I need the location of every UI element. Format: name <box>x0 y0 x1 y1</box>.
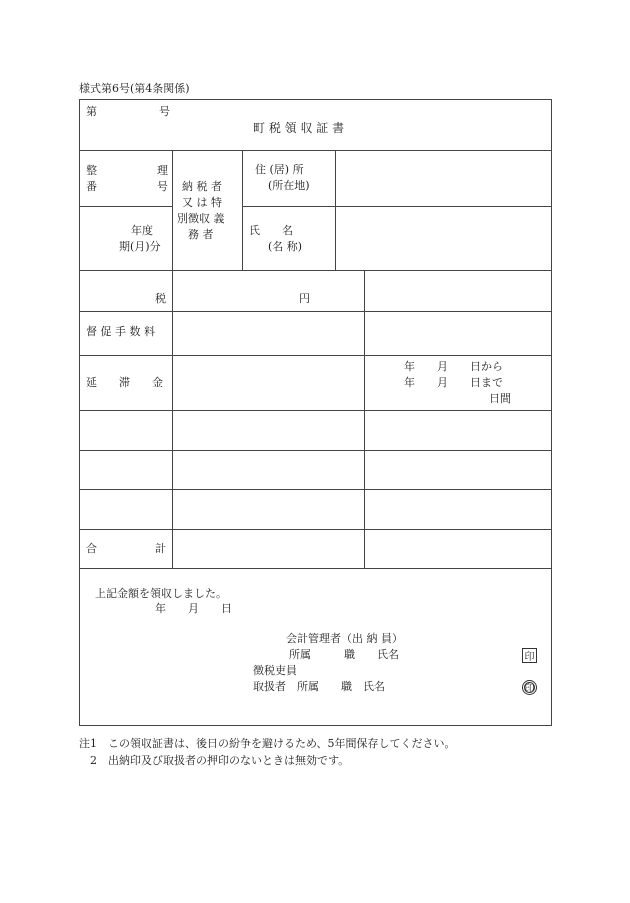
collector-label: 徴税吏員 <box>253 664 297 677</box>
rule <box>79 150 552 151</box>
rule <box>79 311 552 312</box>
period-to: 年 月 日まで <box>404 376 503 389</box>
number-prefix: 第 <box>86 105 97 118</box>
label-go: 号 <box>157 180 168 193</box>
rule <box>79 568 552 569</box>
tax-label: 税 <box>155 292 166 305</box>
total-label-left: 合 <box>86 542 97 555</box>
handler-seal-icon: 印 <box>522 680 537 695</box>
name-sub: (名 称) <box>268 240 303 253</box>
rule <box>335 150 336 270</box>
payer-label-1: 納 税 者 <box>182 180 222 193</box>
entai-label: 延 滞 金 <box>86 376 163 389</box>
payer-label-4: 務 者 <box>188 228 214 241</box>
rule <box>79 410 552 411</box>
border-bottom <box>79 725 552 726</box>
border-left <box>79 99 80 726</box>
rule <box>79 489 552 490</box>
label-ri: 理 <box>157 164 168 177</box>
rule <box>79 450 552 451</box>
rule <box>172 150 173 568</box>
number-suffix: 号 <box>159 105 170 118</box>
address-sub: (所在地) <box>268 179 310 192</box>
address-label: 住 (居) 所 <box>255 163 304 176</box>
border-top <box>79 99 552 100</box>
accountant-seal-icon: 印 <box>522 648 537 663</box>
period-days: 日間 <box>489 392 511 405</box>
rule <box>79 206 172 207</box>
period-from: 年 月 日から <box>404 360 503 373</box>
yen-unit: 円 <box>299 292 310 305</box>
tokusoku-label: 督 促 手 数 料 <box>86 325 155 338</box>
rule <box>79 270 552 271</box>
payer-label-2: 又 は 特 <box>182 196 222 209</box>
rule <box>79 529 552 530</box>
name-label: 氏 名 <box>249 224 293 237</box>
form-label: 様式第6号(第4条関係) <box>79 82 190 95</box>
received-statement: 上記金額を領収しました。 <box>95 587 227 600</box>
rule <box>79 355 552 356</box>
accountant-affiliation: 所属 職 氏名 <box>289 648 399 661</box>
receipt-date: 年 月 日 <box>155 602 232 615</box>
rule <box>242 150 243 270</box>
rule <box>364 270 365 568</box>
rule <box>242 206 552 207</box>
note-2: 2 出納印及び取扱者の押印のないときは無効です。 <box>79 754 350 767</box>
label-nendo: 年度 <box>131 224 153 237</box>
form-title: 町 税 領 収 証 書 <box>253 121 345 135</box>
total-label-right: 計 <box>155 542 166 555</box>
label-ban: 番 <box>86 180 97 193</box>
payer-label-3: 別徴収 義 <box>177 212 225 225</box>
handler-label: 取扱者 所属 職 氏名 <box>253 680 385 693</box>
border-right <box>551 99 552 726</box>
accountant-label: 会計管理者（出 納 員） <box>286 632 403 645</box>
label-kibetsu: 期(月)分 <box>119 240 161 253</box>
note-1: 注1 この領収証書は、後日の紛争を避けるため、5年間保存してください。 <box>79 737 456 750</box>
label-seiri: 整 <box>86 164 97 177</box>
